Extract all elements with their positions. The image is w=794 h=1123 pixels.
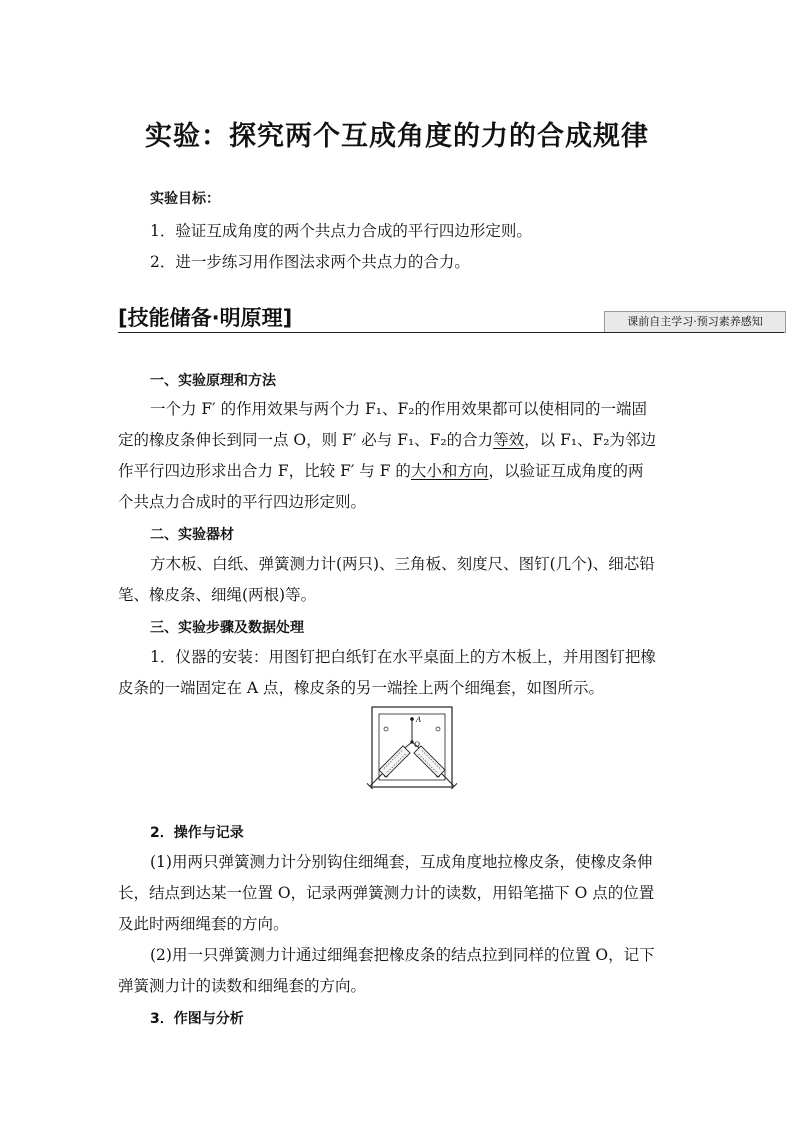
principle-line-4-text: 个共点力合成时的平行四边形定则。 (118, 493, 367, 511)
step2-heading: 2．操作与记录 (150, 825, 244, 841)
label-a: A (416, 715, 421, 724)
principle-line-1 (150, 397, 647, 419)
step1-line-1: 1．仪器的安装：用图钉把白纸钉在水平桌面上的方木板上，并用图钉把橡 (150, 648, 656, 666)
goal-item-2: 2．进一步练习用作图法求两个共点力的合力。 (150, 253, 470, 271)
equipment-line-1: 方木板、白纸、弹簧测力计(两只)、三角板、刻度尺、图钉(几个)、细芯铅 (150, 555, 655, 573)
principle-line-2-text-b: ，以 F₁、F₂为邻边 (524, 431, 657, 449)
principle-line-2 (118, 428, 656, 450)
principle-heading: 一、实验原理和方法 (150, 373, 276, 389)
principle-line-3-text-a: 作平行四边形求出合力 F，比较 F′ 与 F 的 (118, 462, 411, 480)
experiment-apparatus-figure (348, 705, 478, 810)
step2-p1-line-3: 及此时两细绳套的方向。 (118, 915, 289, 933)
step2-p2-line-2: 弹簧测力计的读数和细绳套的方向。 (118, 977, 367, 995)
principle-line-2-text-a: 定的橡皮条伸长到同一点 O，则 F′ 必与 F₁、F₂的合力 (118, 431, 494, 449)
pin-top-right (436, 727, 440, 731)
spring-scale-right (414, 746, 458, 790)
goals-heading: 实验目标： (150, 191, 220, 207)
steps-heading: 三、实验步骤及数据处理 (150, 620, 304, 636)
principle-line-3-text-b: ，以验证互成角度的两 (488, 462, 644, 480)
step1-line-2: 皮条的一端固定在 A 点，橡皮条的另一端拴上两个细绳套，如图所示。 (118, 679, 605, 697)
principle-line-1-text: 一个力 F′ 的作用效果与两个力 F₁、F₂的作用效果都可以使相同的一端固 (150, 400, 647, 418)
principle-underline-equivalent: 等效 (493, 431, 525, 449)
section-header-title: [技能储备·明原理] (118, 306, 293, 330)
section-header-tag: 课前自主学习·预习素养感知 (604, 311, 786, 333)
step2-p2-line-1: (2)用一只弹簧测力计通过细绳套把橡皮条的结点拉到同样的位置 O，记下 (150, 946, 655, 964)
principle-underline-magnitude-direction: 大小和方向 (410, 462, 489, 480)
step2-p1-line-2: 长，结点到达某一位置 O，记录两弹簧测力计的读数，用铅笔描下 O 点的位置 (118, 884, 655, 902)
equipment-heading: 二、实验器材 (150, 527, 234, 543)
equipment-line-2: 笔、橡皮条、细绳(两根)等。 (118, 586, 317, 604)
principle-line-3 (118, 459, 643, 481)
step2-p1-line-1: (1)用两只弹簧测力计分别钩住细绳套，互成角度地拉橡皮条，使橡皮条伸 (150, 853, 653, 871)
label-o: O (414, 740, 420, 749)
page-title: 实验：探究两个互成角度的力的合成规律 (145, 121, 649, 152)
goal-item-1: 1．验证互成角度的两个共点力合成的平行四边形定则。 (150, 222, 532, 240)
pin-top-left (384, 727, 388, 731)
principle-line-4 (118, 490, 366, 512)
section-header-rule (118, 332, 784, 333)
spring-scale-left (366, 746, 410, 790)
step3-heading: 3．作图与分析 (150, 1011, 244, 1027)
